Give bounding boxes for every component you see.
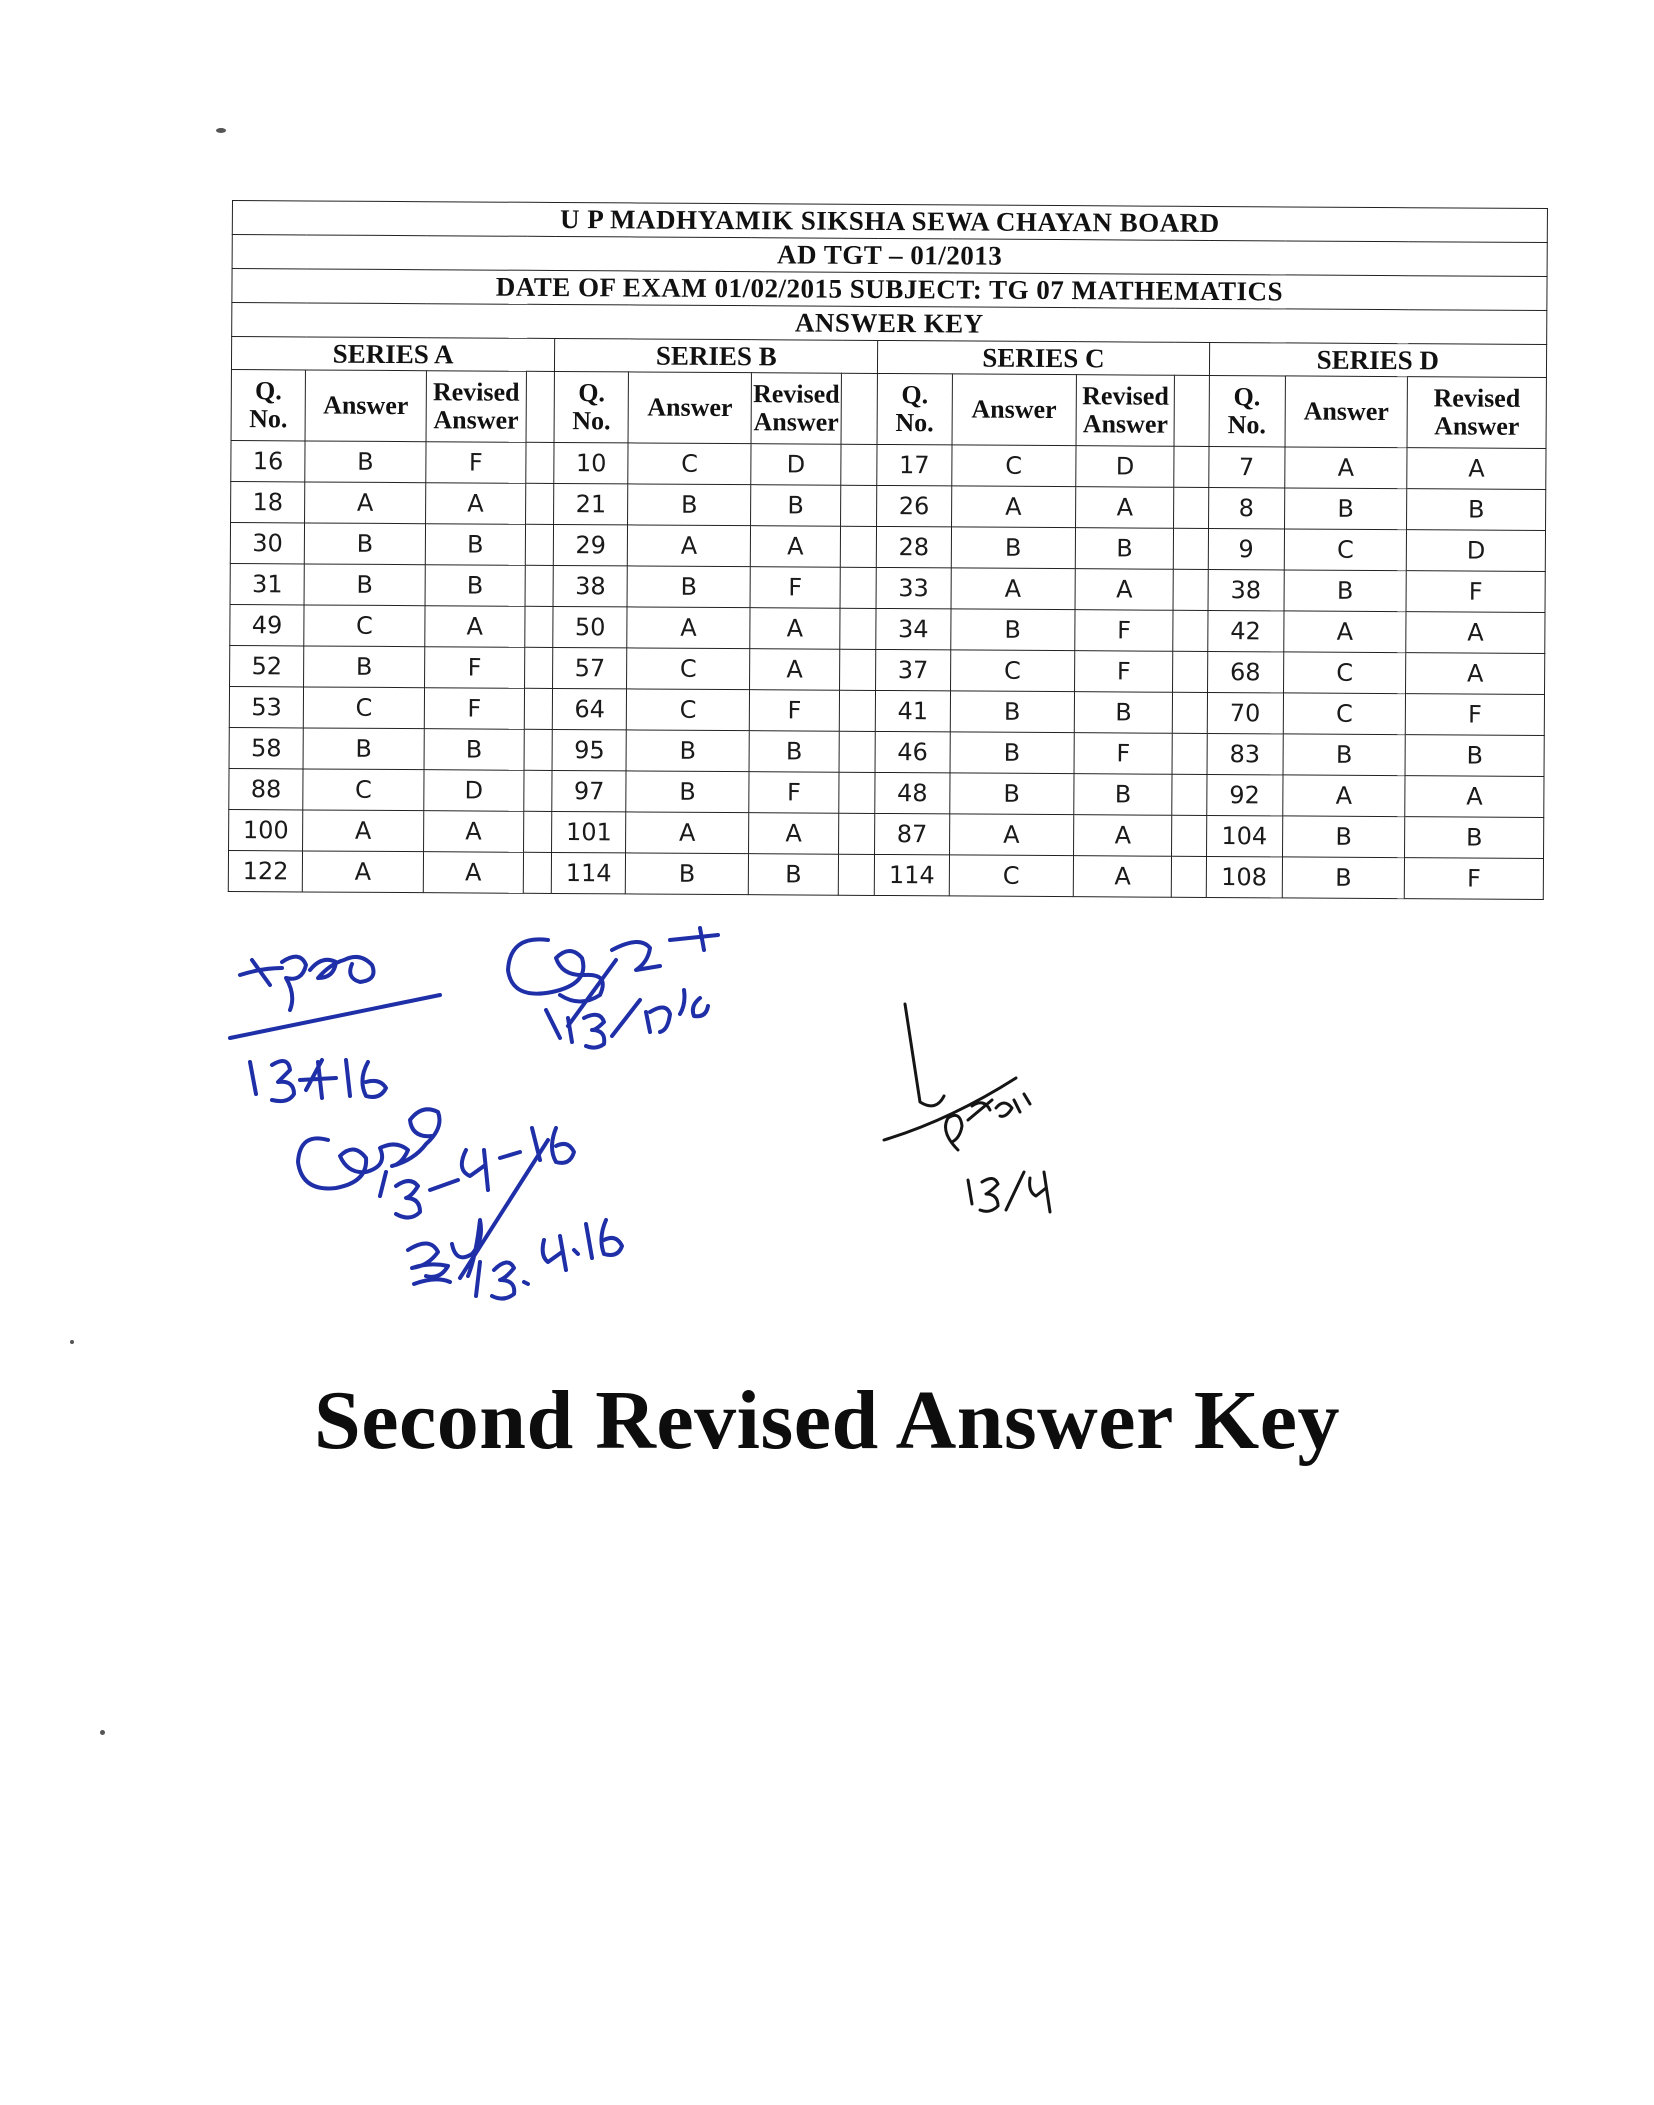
series-c-revised-header bbox=[1076, 375, 1175, 447]
series-a-qno-header bbox=[231, 369, 306, 440]
series-b-qno-cell: 95 bbox=[552, 729, 627, 770]
column-spacer bbox=[841, 444, 877, 485]
series-d-revised-cell: A bbox=[1406, 653, 1545, 695]
series-a-answer-cell: A bbox=[303, 810, 424, 852]
series-a-answer-cell: B bbox=[303, 728, 424, 770]
column-spacer bbox=[839, 813, 875, 854]
series-a-qno-cell: 16 bbox=[231, 440, 306, 481]
column-spacer bbox=[1173, 569, 1207, 610]
series-c-qno-cell: 37 bbox=[876, 649, 951, 690]
column-spacer bbox=[1174, 528, 1208, 569]
series-b-answer-cell: B bbox=[628, 484, 751, 526]
series-b-answer-cell: B bbox=[626, 853, 749, 895]
q-no-label: No. bbox=[249, 404, 288, 434]
signature-1 bbox=[230, 957, 440, 1101]
series-a-revised-cell: F bbox=[424, 688, 525, 730]
series-b-revised-cell: B bbox=[749, 731, 840, 773]
series-b-answer-header: Answer bbox=[628, 372, 751, 444]
column-spacer bbox=[1173, 651, 1207, 692]
series-d-revised-cell: B bbox=[1405, 735, 1544, 777]
series-a-revised-cell: B bbox=[424, 729, 525, 771]
series-d-revised-cell: B bbox=[1407, 489, 1546, 531]
series-b-qno-cell: 21 bbox=[554, 483, 629, 524]
column-spacer bbox=[525, 565, 553, 606]
series-b-qno-cell: 57 bbox=[553, 647, 628, 688]
scan-speck bbox=[70, 1340, 74, 1344]
column-spacer bbox=[1174, 487, 1208, 528]
scan-speck bbox=[100, 1730, 105, 1735]
series-a-answer-cell: B bbox=[304, 564, 425, 606]
q-no-label: No. bbox=[572, 406, 611, 436]
series-a-revised-header bbox=[426, 371, 527, 443]
series-c-revised-cell: F bbox=[1074, 733, 1173, 775]
series-a-qno-cell: 18 bbox=[231, 481, 306, 522]
column-spacer bbox=[839, 731, 875, 772]
q-no-label: Q. bbox=[578, 378, 606, 408]
series-c-qno-cell: 26 bbox=[877, 485, 952, 526]
series-d-qno-cell: 70 bbox=[1207, 692, 1284, 733]
answer-rows bbox=[228, 440, 1546, 899]
series-d-qno-cell: 108 bbox=[1206, 856, 1283, 897]
series-d-qno-cell: 9 bbox=[1208, 528, 1285, 569]
column-spacer bbox=[1172, 856, 1206, 897]
exam-code: AD TGT – 01/2013 bbox=[232, 235, 1547, 277]
scan-speck bbox=[216, 128, 226, 133]
q-no-label: Q. bbox=[255, 376, 282, 406]
series-d-answer-cell: B bbox=[1282, 857, 1405, 899]
series-d-answer-header: Answer bbox=[1285, 376, 1408, 448]
series-c-qno-header bbox=[877, 373, 952, 444]
series-b-answer-cell: B bbox=[626, 771, 749, 813]
column-spacer bbox=[839, 772, 875, 813]
column-spacer bbox=[840, 526, 876, 567]
series-c-answer-header: Answer bbox=[952, 374, 1077, 446]
series-d-qno-cell: 7 bbox=[1208, 446, 1285, 487]
column-spacer bbox=[526, 483, 554, 524]
series-b-qno-cell: 64 bbox=[552, 688, 627, 729]
column-spacer bbox=[841, 485, 877, 526]
column-spacer bbox=[525, 647, 553, 688]
series-c-revised-cell: A bbox=[1073, 856, 1172, 898]
series-c-answer-cell: C bbox=[950, 650, 1075, 692]
q-no-label: No. bbox=[1227, 410, 1267, 440]
series-d-answer-cell: C bbox=[1284, 529, 1407, 571]
series-a-qno-cell: 49 bbox=[230, 604, 305, 645]
series-d-revised-header bbox=[1407, 377, 1546, 449]
series-d-qno-cell: 42 bbox=[1207, 610, 1284, 651]
series-b-revised-cell: F bbox=[750, 567, 841, 609]
series-b-qno-cell: 38 bbox=[553, 565, 628, 606]
series-d-revised-cell: A bbox=[1406, 612, 1545, 654]
series-a-revised-cell: F bbox=[424, 647, 525, 689]
exam-info: DATE OF EXAM 01/02/2015 SUBJECT: TG 07 MATHEMATICS bbox=[232, 269, 1547, 311]
column-spacer bbox=[840, 649, 876, 690]
series-c-revised-cell: F bbox=[1075, 651, 1174, 693]
series-d-answer-cell: C bbox=[1283, 693, 1406, 735]
q-no-label: Q. bbox=[1233, 382, 1261, 412]
series-c-revised-cell: B bbox=[1074, 774, 1173, 816]
series-a-answer-cell: B bbox=[305, 523, 426, 565]
series-a-answer-cell: A bbox=[303, 851, 424, 893]
series-c-qno-cell: 17 bbox=[877, 444, 952, 485]
series-c-qno-cell: 114 bbox=[875, 854, 950, 895]
series-a-revised-cell: A bbox=[423, 811, 524, 853]
series-c-answer-cell: C bbox=[949, 855, 1074, 897]
series-d-answer-cell: B bbox=[1282, 816, 1405, 858]
series-d-qno-cell: 83 bbox=[1207, 733, 1284, 774]
series-a-answer-cell: C bbox=[303, 769, 424, 811]
second-revised-answer-key-title: Second Revised Answer Key bbox=[314, 1374, 1340, 1467]
series-a-answer-cell: C bbox=[304, 687, 425, 729]
series-b-answer-cell: C bbox=[628, 443, 751, 485]
series-d-answer-cell: A bbox=[1283, 775, 1406, 817]
series-c-answer-cell: C bbox=[951, 445, 1076, 487]
series-d-revised-cell: B bbox=[1405, 817, 1544, 859]
series-b-answer-cell: A bbox=[628, 525, 751, 567]
column-spacer bbox=[524, 729, 552, 770]
series-b-answer-cell: B bbox=[627, 566, 750, 608]
series-a-revised-cell: D bbox=[423, 770, 524, 812]
signature-3 bbox=[298, 1109, 574, 1217]
series-b-qno-cell: 50 bbox=[553, 606, 628, 647]
q-no-label: Q. bbox=[901, 380, 929, 410]
answer-key-table bbox=[228, 200, 1548, 900]
column-spacer bbox=[525, 606, 553, 647]
series-b-revised-header bbox=[751, 373, 842, 445]
series-b-revised-cell: F bbox=[749, 772, 840, 814]
series-a-answer-cell: A bbox=[305, 482, 426, 524]
signature-5 bbox=[884, 1004, 1050, 1212]
series-c-revised-cell: B bbox=[1074, 692, 1173, 734]
series-a-qno-cell: 122 bbox=[228, 850, 303, 891]
series-c-qno-cell: 48 bbox=[875, 772, 950, 813]
series-b-answer-cell: B bbox=[626, 730, 749, 772]
series-d-qno-cell: 104 bbox=[1206, 815, 1283, 856]
series-a-qno-cell: 100 bbox=[229, 809, 304, 850]
column-spacer bbox=[1173, 692, 1207, 733]
revised-label: Revised bbox=[432, 377, 520, 407]
series-a-qno-cell: 88 bbox=[229, 768, 304, 809]
series-b-revised-cell: A bbox=[750, 608, 841, 650]
column-spacer bbox=[841, 373, 878, 444]
series-d-answer-cell: A bbox=[1285, 447, 1408, 489]
series-c-revised-cell: F bbox=[1075, 610, 1174, 652]
column-spacer bbox=[839, 690, 875, 731]
revised-label: Revised bbox=[752, 379, 840, 409]
series-d-revised-cell: A bbox=[1405, 776, 1544, 818]
column-header-row bbox=[231, 369, 1546, 448]
revised-label: Answer bbox=[1434, 411, 1520, 441]
series-b-revised-cell: B bbox=[750, 485, 841, 527]
series-d-answer-cell: B bbox=[1283, 734, 1406, 776]
series-a-qno-cell: 31 bbox=[230, 563, 305, 604]
series-d-revised-cell: F bbox=[1404, 858, 1543, 900]
series-b-revised-cell: F bbox=[749, 690, 840, 732]
column-spacer bbox=[840, 567, 876, 608]
series-b-qno-cell: 29 bbox=[553, 524, 628, 565]
series-a-revised-cell: B bbox=[425, 565, 526, 607]
series-a-qno-cell: 52 bbox=[230, 645, 305, 686]
revised-label: Answer bbox=[1082, 409, 1169, 439]
series-b-header: SERIES B bbox=[555, 338, 878, 373]
series-d-revised-cell: F bbox=[1405, 694, 1544, 736]
revised-label: Revised bbox=[1433, 383, 1521, 413]
series-c-revised-cell: A bbox=[1075, 569, 1174, 611]
series-c-qno-cell: 46 bbox=[875, 731, 950, 772]
series-c-revised-cell: A bbox=[1074, 815, 1173, 857]
series-c-revised-cell: A bbox=[1076, 487, 1175, 529]
column-spacer bbox=[840, 608, 876, 649]
column-spacer bbox=[1172, 733, 1206, 774]
series-c-revised-cell: D bbox=[1076, 446, 1175, 488]
series-d-qno-cell: 8 bbox=[1208, 487, 1285, 528]
column-spacer bbox=[1174, 375, 1209, 446]
series-d-header: SERIES D bbox=[1209, 342, 1547, 377]
series-d-revised-cell: F bbox=[1406, 571, 1545, 613]
column-spacer bbox=[838, 854, 874, 895]
series-a-header: SERIES A bbox=[231, 337, 554, 372]
series-a-revised-cell: A bbox=[423, 852, 524, 894]
answer-key-label: ANSWER KEY bbox=[232, 303, 1547, 345]
series-b-revised-cell: D bbox=[751, 444, 842, 486]
series-b-revised-cell: A bbox=[749, 649, 840, 691]
series-c-answer-cell: B bbox=[950, 691, 1075, 733]
series-c-qno-cell: 41 bbox=[876, 690, 951, 731]
series-d-qno-header bbox=[1209, 375, 1286, 446]
series-a-qno-cell: 58 bbox=[229, 727, 304, 768]
board-title: U P MADHYAMIK SIKSHA SEWA CHAYAN BOARD bbox=[232, 201, 1547, 243]
series-b-qno-cell: 114 bbox=[551, 852, 626, 893]
series-d-revised-cell: A bbox=[1407, 448, 1546, 490]
series-b-revised-cell: A bbox=[750, 526, 841, 568]
series-c-qno-cell: 33 bbox=[876, 567, 951, 608]
series-c-qno-cell: 28 bbox=[877, 526, 952, 567]
series-b-revised-cell: A bbox=[748, 813, 839, 855]
column-spacer bbox=[1172, 774, 1206, 815]
series-a-revised-cell: F bbox=[425, 442, 526, 484]
series-d-answer-cell: C bbox=[1283, 652, 1406, 694]
series-d-answer-cell: B bbox=[1284, 488, 1407, 530]
series-a-qno-cell: 30 bbox=[230, 522, 305, 563]
series-b-qno-cell: 10 bbox=[554, 442, 629, 483]
column-spacer bbox=[526, 371, 555, 442]
series-c-header: SERIES C bbox=[878, 340, 1209, 375]
series-b-qno-cell: 101 bbox=[552, 811, 627, 852]
column-spacer bbox=[1174, 446, 1208, 487]
series-d-revised-cell: D bbox=[1406, 530, 1545, 572]
signature-4 bbox=[408, 1140, 622, 1299]
series-c-answer-cell: A bbox=[951, 486, 1076, 528]
series-c-answer-cell: B bbox=[950, 609, 1075, 651]
signature-2 bbox=[508, 928, 718, 1048]
column-spacer bbox=[524, 688, 552, 729]
column-spacer bbox=[1172, 815, 1206, 856]
series-d-answer-cell: B bbox=[1284, 570, 1407, 612]
column-spacer bbox=[524, 770, 552, 811]
series-b-answer-cell: C bbox=[627, 689, 750, 731]
series-d-qno-cell: 38 bbox=[1208, 569, 1285, 610]
series-a-revised-cell: A bbox=[425, 483, 526, 525]
column-spacer bbox=[523, 852, 551, 893]
series-d-qno-cell: 92 bbox=[1206, 774, 1283, 815]
series-a-qno-cell: 53 bbox=[229, 686, 304, 727]
revised-label: Revised bbox=[1082, 381, 1169, 411]
series-a-answer-cell: B bbox=[304, 646, 425, 688]
series-b-qno-header bbox=[554, 371, 629, 442]
series-c-answer-cell: B bbox=[949, 773, 1074, 815]
series-c-revised-cell: B bbox=[1075, 528, 1174, 570]
table-row bbox=[228, 850, 1543, 899]
revised-label: Answer bbox=[753, 407, 839, 437]
series-a-answer-cell: B bbox=[305, 441, 426, 483]
revised-label: Answer bbox=[433, 405, 519, 435]
column-spacer bbox=[526, 442, 554, 483]
series-d-answer-cell: A bbox=[1284, 611, 1407, 653]
column-spacer bbox=[524, 811, 552, 852]
series-b-answer-cell: A bbox=[626, 812, 749, 854]
series-d-qno-cell: 68 bbox=[1207, 651, 1284, 692]
series-a-answer-header: Answer bbox=[305, 370, 426, 442]
column-spacer bbox=[525, 524, 553, 565]
series-a-revised-cell: A bbox=[424, 606, 525, 648]
column-spacer bbox=[1173, 610, 1207, 651]
series-c-qno-cell: 87 bbox=[875, 813, 950, 854]
series-c-answer-cell: A bbox=[949, 814, 1074, 856]
series-b-answer-cell: C bbox=[627, 648, 750, 690]
series-a-revised-cell: B bbox=[425, 524, 526, 566]
series-b-answer-cell: A bbox=[627, 607, 750, 649]
series-c-answer-cell: B bbox=[950, 732, 1075, 774]
series-a-answer-cell: C bbox=[304, 605, 425, 647]
series-c-answer-cell: A bbox=[951, 568, 1076, 610]
series-b-qno-cell: 97 bbox=[552, 770, 627, 811]
series-c-qno-cell: 34 bbox=[876, 608, 951, 649]
q-no-label: No. bbox=[895, 408, 934, 438]
series-b-revised-cell: B bbox=[748, 854, 839, 896]
series-c-answer-cell: B bbox=[951, 527, 1076, 569]
